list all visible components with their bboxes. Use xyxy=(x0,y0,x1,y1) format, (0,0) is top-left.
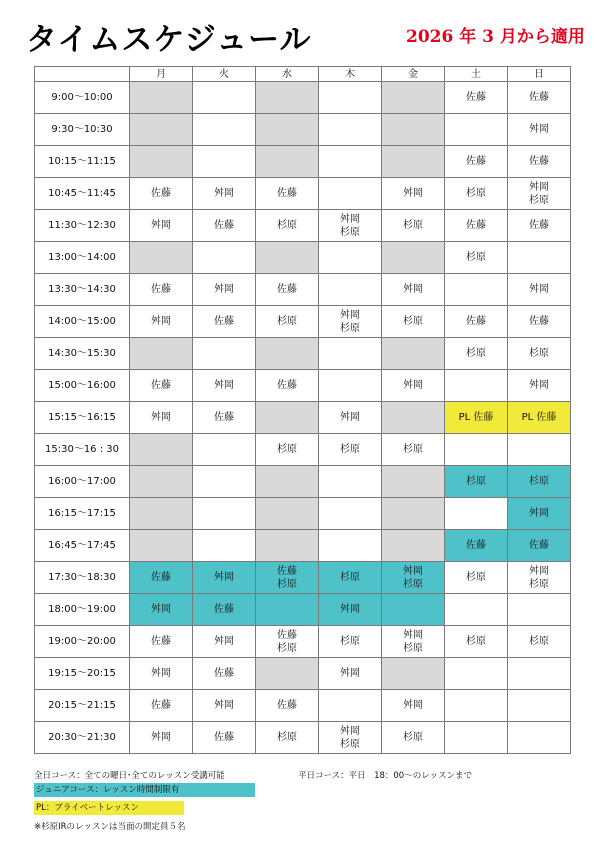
lesson-cell xyxy=(382,562,445,594)
instructor-name: 杉原 xyxy=(403,578,423,590)
time-slot: 9:00〜10:00 xyxy=(35,82,130,114)
lesson-cell xyxy=(382,114,445,146)
lesson-cell xyxy=(508,82,571,114)
lesson-cell xyxy=(319,306,382,338)
lesson-cell xyxy=(445,402,508,434)
lesson-cell xyxy=(130,626,193,658)
lesson-cell xyxy=(508,626,571,658)
lesson-cell xyxy=(130,434,193,466)
instructor-name: 佐藤 xyxy=(151,700,171,711)
lesson-cell xyxy=(130,274,193,306)
schedule-row xyxy=(35,466,571,498)
instructor-name: 舛岡 xyxy=(340,412,360,423)
lesson-cell xyxy=(382,594,445,626)
instructor-name: 佐藤 xyxy=(529,92,549,103)
lesson-cell xyxy=(382,722,445,754)
lesson-cell xyxy=(193,626,256,658)
lesson-cell xyxy=(319,466,382,498)
lesson-cell xyxy=(445,210,508,242)
lesson-cell xyxy=(193,498,256,530)
instructor-name: 舛岡 xyxy=(214,284,234,295)
lesson-cell xyxy=(193,242,256,274)
instructor-name: 杉原 xyxy=(403,316,423,327)
instructor-name: 杉原 xyxy=(529,348,549,359)
lesson-cell xyxy=(130,722,193,754)
instructor-name: 佐藤 xyxy=(277,565,297,577)
lesson-cell xyxy=(445,594,508,626)
lesson-cell xyxy=(319,594,382,626)
instructor-name: 舛岡 xyxy=(403,284,423,295)
lesson-cell xyxy=(445,722,508,754)
lesson-cell xyxy=(508,306,571,338)
time-slot: 13:30〜14:30 xyxy=(35,274,130,306)
instructor-name: 舛岡 xyxy=(214,636,234,647)
lesson-cell xyxy=(130,530,193,562)
day-header: 土 xyxy=(445,67,508,82)
instructor-name: 舛岡 xyxy=(151,604,171,615)
schedule-row xyxy=(35,178,571,210)
schedule-table xyxy=(34,66,571,754)
lesson-cell xyxy=(193,274,256,306)
instructor-name: 舛岡 xyxy=(214,380,234,391)
day-header: 金 xyxy=(382,67,445,82)
schedule-row xyxy=(35,82,571,114)
lesson-cell xyxy=(256,114,319,146)
legend-note: ※杉原IRのレッスンは当面の開定員５名 xyxy=(34,822,186,832)
day-header: 日 xyxy=(508,67,571,82)
instructor-name: 杉原 xyxy=(277,578,297,590)
instructor-name: 舛岡 xyxy=(214,700,234,711)
instructor-name: 杉原 xyxy=(340,444,360,455)
instructor-name: 佐藤 xyxy=(214,316,234,327)
instructor-name: 佐藤 xyxy=(151,572,171,583)
lesson-cell xyxy=(382,402,445,434)
instructor-name: 佐藤 xyxy=(277,284,297,295)
instructor-name: 佐藤 xyxy=(529,540,549,551)
lesson-cell xyxy=(193,402,256,434)
lesson-cell xyxy=(319,370,382,402)
schedule-row xyxy=(35,306,571,338)
lesson-cell xyxy=(130,242,193,274)
lesson-cell xyxy=(445,370,508,402)
schedule-row xyxy=(35,562,571,594)
lesson-cell xyxy=(256,210,319,242)
instructor-name: 杉原 xyxy=(466,188,486,199)
instructor-name: 杉原 xyxy=(466,348,486,359)
instructor-name: 舛岡 xyxy=(151,316,171,327)
instructor-name: 佐藤 xyxy=(466,316,486,327)
instructor-name: 佐藤 xyxy=(151,188,171,199)
lesson-cell xyxy=(193,594,256,626)
instructor-name: 舛岡 xyxy=(151,220,171,231)
instructor-name: 杉原 xyxy=(277,732,297,743)
lesson-cell xyxy=(508,722,571,754)
instructor-name: 杉原 xyxy=(403,732,423,743)
instructor-name: 杉原 xyxy=(529,578,549,590)
instructor-name: 佐藤 xyxy=(277,380,297,391)
schedule-row xyxy=(35,722,571,754)
instructor-name: 佐藤 xyxy=(529,220,549,231)
lesson-cell xyxy=(130,562,193,594)
lesson-cell xyxy=(256,562,319,594)
lesson-cell xyxy=(382,274,445,306)
lesson-cell xyxy=(382,690,445,722)
lesson-cell xyxy=(193,306,256,338)
day-header: 月 xyxy=(130,67,193,82)
lesson-cell xyxy=(319,338,382,370)
time-slot: 18:00〜19:00 xyxy=(35,594,130,626)
schedule-row xyxy=(35,146,571,178)
lesson-cell xyxy=(382,178,445,210)
lesson-cell xyxy=(193,146,256,178)
lesson-cell xyxy=(256,146,319,178)
lesson-cell xyxy=(319,498,382,530)
day-header: 水 xyxy=(256,67,319,82)
instructor-name: 佐藤 xyxy=(151,636,171,647)
lesson-cell xyxy=(319,242,382,274)
lesson-cell xyxy=(256,594,319,626)
instructor-name: 舛岡 xyxy=(340,604,360,615)
lesson-cell xyxy=(382,530,445,562)
instructor-name: 舛岡 xyxy=(529,565,549,577)
lesson-cell xyxy=(256,530,319,562)
instructor-name: 舛岡 xyxy=(340,668,360,679)
instructor-name: 舛岡 xyxy=(340,213,360,225)
lesson-cell xyxy=(382,658,445,690)
lesson-cell xyxy=(508,274,571,306)
lesson-cell xyxy=(256,690,319,722)
lesson-cell xyxy=(508,498,571,530)
lesson-cell xyxy=(130,114,193,146)
instructor-name: 舛岡 xyxy=(214,188,234,199)
lesson-cell xyxy=(319,402,382,434)
instructor-name: 舛岡 xyxy=(529,508,549,519)
lesson-cell xyxy=(130,306,193,338)
instructor-name: 佐藤 xyxy=(529,316,549,327)
instructor-name: 佐藤 xyxy=(151,284,171,295)
instructor-name: 舛岡 xyxy=(403,380,423,391)
lesson-cell xyxy=(319,146,382,178)
lesson-cell xyxy=(508,594,571,626)
lesson-cell xyxy=(319,210,382,242)
instructor-name: 舛岡 xyxy=(403,629,423,641)
lesson-cell xyxy=(382,466,445,498)
schedule-row xyxy=(35,274,571,306)
lesson-cell xyxy=(445,434,508,466)
schedule-row xyxy=(35,114,571,146)
instructor-name: 舛岡 xyxy=(340,309,360,321)
lesson-cell xyxy=(445,338,508,370)
instructor-name: 舛岡 xyxy=(529,124,549,135)
instructor-name: PL 佐藤 xyxy=(521,412,557,423)
lesson-cell xyxy=(382,210,445,242)
lesson-cell xyxy=(319,274,382,306)
lesson-cell xyxy=(193,722,256,754)
instructor-name: 舛岡 xyxy=(214,572,234,583)
lesson-cell xyxy=(193,466,256,498)
instructor-name: 杉原 xyxy=(277,316,297,327)
lesson-cell xyxy=(508,466,571,498)
instructor-name: 舛岡 xyxy=(529,284,549,295)
lesson-cell xyxy=(508,146,571,178)
lesson-cell xyxy=(256,498,319,530)
lesson-cell xyxy=(508,658,571,690)
instructor-name: 舛岡 xyxy=(403,188,423,199)
instructor-name: 佐藤 xyxy=(214,604,234,615)
corner-cell xyxy=(35,67,130,82)
instructor-name: 佐藤 xyxy=(214,412,234,423)
lesson-cell xyxy=(319,114,382,146)
header-row xyxy=(35,67,571,82)
instructor-name: 杉原 xyxy=(403,444,423,455)
time-slot: 20:30〜21:30 xyxy=(35,722,130,754)
lesson-cell xyxy=(445,626,508,658)
time-slot: 13:00〜14:00 xyxy=(35,242,130,274)
lesson-cell xyxy=(256,370,319,402)
lesson-cell xyxy=(319,658,382,690)
instructor-name: 杉原 xyxy=(466,636,486,647)
schedule-row xyxy=(35,690,571,722)
day-header: 木 xyxy=(319,67,382,82)
lesson-cell xyxy=(193,82,256,114)
instructor-name: 杉原 xyxy=(340,322,360,334)
lesson-cell xyxy=(130,498,193,530)
lesson-cell xyxy=(445,690,508,722)
time-slot: 14:30〜15:30 xyxy=(35,338,130,370)
lesson-cell xyxy=(382,306,445,338)
instructor-name: 杉原 xyxy=(466,572,486,583)
legend-weekday-course: 平日コース：平日 18：00〜のレッスンまで xyxy=(298,771,473,781)
time-slot: 9:30〜10:30 xyxy=(35,114,130,146)
lesson-cell xyxy=(130,82,193,114)
instructor-name: 佐藤 xyxy=(277,629,297,641)
lesson-cell xyxy=(508,178,571,210)
instructor-name: 杉原 xyxy=(403,220,423,231)
legend-all-course: 全日コース：全ての曜日･全てのレッスン受講可能 xyxy=(34,771,225,781)
instructor-name: 佐藤 xyxy=(214,732,234,743)
lesson-cell xyxy=(256,402,319,434)
schedule-row xyxy=(35,594,571,626)
time-slot: 19:00〜20:00 xyxy=(35,626,130,658)
instructor-name: 佐藤 xyxy=(466,92,486,103)
instructor-name: 杉原 xyxy=(340,226,360,238)
time-slot: 15:15〜16:15 xyxy=(35,402,130,434)
lesson-cell xyxy=(382,82,445,114)
lesson-cell xyxy=(319,530,382,562)
lesson-cell xyxy=(130,178,193,210)
lesson-cell xyxy=(508,434,571,466)
lesson-cell xyxy=(193,530,256,562)
time-slot: 10:15〜11:15 xyxy=(35,146,130,178)
lesson-cell xyxy=(193,338,256,370)
time-slot: 19:15〜20:15 xyxy=(35,658,130,690)
time-slot: 11:30〜12:30 xyxy=(35,210,130,242)
lesson-cell xyxy=(256,274,319,306)
effective-date: 2026 年 3 月から適用 xyxy=(406,27,585,47)
day-header: 火 xyxy=(193,67,256,82)
lesson-cell xyxy=(445,178,508,210)
lesson-cell xyxy=(445,498,508,530)
schedule-body xyxy=(35,82,571,754)
instructor-name: 杉原 xyxy=(340,738,360,750)
lesson-cell xyxy=(256,82,319,114)
lesson-cell xyxy=(193,434,256,466)
lesson-cell xyxy=(382,242,445,274)
lesson-cell xyxy=(382,626,445,658)
time-slot: 16:45〜17:45 xyxy=(35,530,130,562)
instructor-name: 杉原 xyxy=(277,642,297,654)
instructor-name: 佐藤 xyxy=(151,380,171,391)
instructor-name: 舛岡 xyxy=(340,725,360,737)
lesson-cell xyxy=(508,530,571,562)
lesson-cell xyxy=(256,242,319,274)
schedule-row xyxy=(35,402,571,434)
lesson-cell xyxy=(319,626,382,658)
lesson-cell xyxy=(508,114,571,146)
instructor-name: 杉原 xyxy=(529,476,549,487)
lesson-cell xyxy=(445,658,508,690)
instructor-name: 佐藤 xyxy=(277,188,297,199)
lesson-cell xyxy=(256,658,319,690)
lesson-cell xyxy=(319,562,382,594)
lesson-cell xyxy=(130,594,193,626)
lesson-cell xyxy=(130,690,193,722)
time-slot: 17:30〜18:30 xyxy=(35,562,130,594)
instructor-name: 佐藤 xyxy=(466,220,486,231)
time-slot: 14:00〜15:00 xyxy=(35,306,130,338)
legend-junior-course: ジュニアコース：レッスン時間制限有 xyxy=(34,783,255,797)
lesson-cell xyxy=(445,82,508,114)
lesson-cell xyxy=(130,210,193,242)
lesson-cell xyxy=(193,658,256,690)
instructor-name: 佐藤 xyxy=(466,540,486,551)
lesson-cell xyxy=(445,530,508,562)
lesson-cell xyxy=(256,434,319,466)
lesson-cell xyxy=(445,146,508,178)
lesson-cell xyxy=(508,338,571,370)
lesson-cell xyxy=(193,178,256,210)
instructor-name: 舛岡 xyxy=(151,412,171,423)
lesson-cell xyxy=(319,178,382,210)
instructor-name: 舛岡 xyxy=(529,181,549,193)
instructor-name: 杉原 xyxy=(466,476,486,487)
lesson-cell xyxy=(445,562,508,594)
instructor-name: 杉原 xyxy=(277,220,297,231)
schedule-row xyxy=(35,530,571,562)
schedule-row xyxy=(35,434,571,466)
instructor-name: PL 佐藤 xyxy=(458,412,494,423)
time-slot: 15:00〜16:00 xyxy=(35,370,130,402)
page-title: タイムスケジュール xyxy=(26,22,312,58)
instructor-name: 杉原 xyxy=(403,642,423,654)
lesson-cell xyxy=(319,690,382,722)
lesson-cell xyxy=(130,146,193,178)
lesson-cell xyxy=(130,658,193,690)
lesson-cell xyxy=(256,306,319,338)
lesson-cell xyxy=(319,434,382,466)
instructor-name: 杉原 xyxy=(529,636,549,647)
lesson-cell xyxy=(445,306,508,338)
lesson-cell xyxy=(256,466,319,498)
lesson-cell xyxy=(193,562,256,594)
schedule-row xyxy=(35,370,571,402)
instructor-name: 佐藤 xyxy=(214,668,234,679)
lesson-cell xyxy=(256,626,319,658)
lesson-cell xyxy=(130,466,193,498)
lesson-cell xyxy=(382,146,445,178)
lesson-cell xyxy=(508,690,571,722)
lesson-cell xyxy=(130,402,193,434)
instructor-name: 杉原 xyxy=(466,252,486,263)
lesson-cell xyxy=(256,178,319,210)
lesson-cell xyxy=(445,114,508,146)
lesson-cell xyxy=(382,370,445,402)
lesson-cell xyxy=(193,114,256,146)
lesson-cell xyxy=(319,82,382,114)
instructor-name: 舛岡 xyxy=(403,565,423,577)
lesson-cell xyxy=(508,210,571,242)
lesson-cell xyxy=(508,242,571,274)
time-slot: 10:45〜11:45 xyxy=(35,178,130,210)
instructor-name: 佐藤 xyxy=(466,156,486,167)
time-slot: 16:00〜17:00 xyxy=(35,466,130,498)
time-slot: 15:30〜16 : 30 xyxy=(35,434,130,466)
lesson-cell xyxy=(382,498,445,530)
lesson-cell xyxy=(508,562,571,594)
instructor-name: 舛岡 xyxy=(403,700,423,711)
instructor-name: 杉原 xyxy=(277,444,297,455)
instructor-name: 佐藤 xyxy=(277,700,297,711)
lesson-cell xyxy=(382,434,445,466)
lesson-cell xyxy=(445,274,508,306)
lesson-cell xyxy=(508,402,571,434)
schedule-row xyxy=(35,626,571,658)
instructor-name: 舛岡 xyxy=(151,668,171,679)
lesson-cell xyxy=(382,338,445,370)
lesson-cell xyxy=(445,466,508,498)
schedule-row xyxy=(35,658,571,690)
instructor-name: 杉原 xyxy=(340,572,360,583)
lesson-cell xyxy=(193,370,256,402)
time-slot: 16:15〜17:15 xyxy=(35,498,130,530)
instructor-name: 舛岡 xyxy=(529,380,549,391)
schedule-row xyxy=(35,498,571,530)
lesson-cell xyxy=(319,722,382,754)
schedule-row xyxy=(35,242,571,274)
instructor-name: 杉原 xyxy=(529,194,549,206)
schedule-row xyxy=(35,338,571,370)
lesson-cell xyxy=(256,338,319,370)
instructor-name: 杉原 xyxy=(340,636,360,647)
lesson-cell xyxy=(130,370,193,402)
time-slot: 20:15〜21:15 xyxy=(35,690,130,722)
schedule-row xyxy=(35,210,571,242)
lesson-cell xyxy=(193,210,256,242)
lesson-cell xyxy=(256,722,319,754)
legend-private-lesson: PL：プライベートレッスン xyxy=(34,801,184,815)
lesson-cell xyxy=(445,242,508,274)
lesson-cell xyxy=(193,690,256,722)
instructor-name: 舛岡 xyxy=(151,732,171,743)
instructor-name: 佐藤 xyxy=(214,220,234,231)
instructor-name: 佐藤 xyxy=(529,156,549,167)
lesson-cell xyxy=(508,370,571,402)
lesson-cell xyxy=(130,338,193,370)
